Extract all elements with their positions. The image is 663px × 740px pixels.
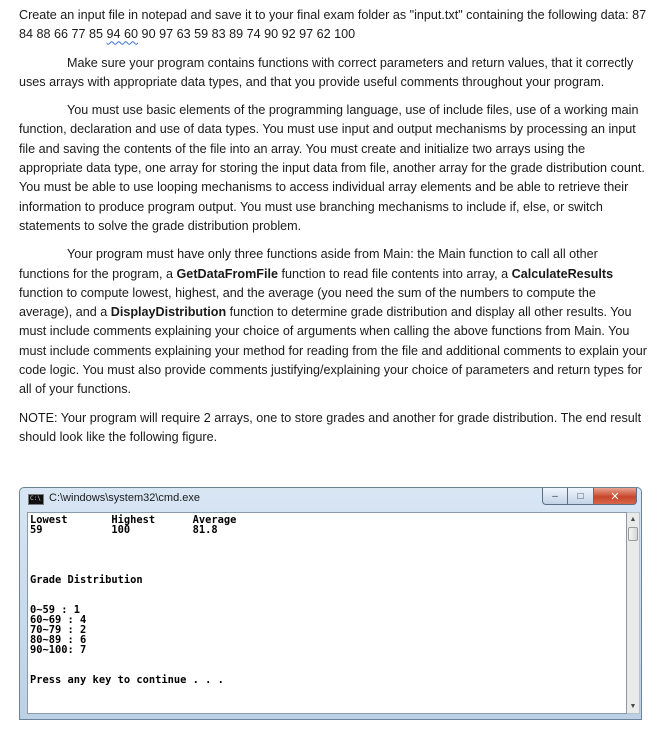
console-values-row: 59 100 81.8 [30,524,218,536]
console-dist-row: 70~79 : 2 [30,624,87,636]
vertical-scrollbar[interactable] [627,512,640,714]
paragraph-note: NOTE: Your program will require 2 arrays, one to store grades and another for grade distribution. The end result should look like the following figure. [19,410,642,444]
p1-text-tail: 90 97 63 59 83 89 74 90 92 97 62 100 [138,27,356,42]
document-body [19,6,647,447]
scroll-up-icon[interactable]: ▲ [629,516,637,523]
paragraph-three-functions [19,245,647,399]
window-controls [542,488,637,506]
p4-text-d: function to determine grade distribution and display all other results. You must include comments explaining your choice of arguments when calling the above functions from Main. You must include comments explaining your method for reading from the file and additional comments to explain your code logic. You must also provide comments justifying/explaining your choice of parameters and return types for all of your functions. [19,305,647,397]
minimize-button[interactable]: – [542,488,568,505]
window-title: C:\windows\system32\cmd.exe [49,492,200,504]
p4-text-c: function to compute lowest, highest, and the average (you need the sum of the numbers to compute the average), and a [19,285,596,320]
function-name-calculateresults: CalculateResults [511,266,614,281]
console-dist-row: 0~59 : 1 [30,604,81,616]
function-name-getdatafromfile: GetDataFromFile [176,266,278,281]
close-button[interactable]: ✕ [594,488,637,505]
p1-spellcheck-text: 94 60 [106,27,139,42]
p4-text-b: function to read file contents into array, a [278,266,512,281]
console-text [30,515,236,685]
console-dist-row: 60~69 : 4 [30,614,87,626]
paragraph-basic-elements: You must use basic elements of the programming language, use of include files, use of a working main function, declaration and use of data types. You must use input and output mechanisms by processing an input file and saving the contents of the file into an array. You must create and initialize two arrays using the appropriate data type, one array for storing the input data from file, another array for the grade distribution count. You must be able to use looping mechanisms to access individual array elements and be able to retrieve their information to produce program output. You must use branching mechanisms to include if, else, or switch statements to solve the grade distribution problem. [19,103,645,233]
cmd-icon: C:\ [28,494,44,505]
function-name-displaydistribution: DisplayDistribution [110,305,227,320]
scroll-down-icon[interactable]: ▼ [629,703,637,710]
console-dist-row: 90~100: 7 [30,644,87,656]
paragraph-functions-requirement: Make sure your program contains functions with correct parameters and return values, that it correctly uses arrays with appropriate data types, and that you provide useful comments throughout your program. [19,55,634,89]
paragraph-instructions-input-file [19,6,647,45]
console-dist-title: Grade Distribution [30,574,143,586]
title-bar[interactable] [20,488,641,510]
maximize-button[interactable]: □ [568,488,594,505]
p1-text: Create an input file in notepad and save it to your final exam folder as "input.txt" containing the following data: 87 84 88 66 77 85 [19,8,647,42]
scroll-thumb[interactable] [628,527,638,541]
console-prompt: Press any key to continue . . . [30,674,224,686]
console-header-row: Lowest Highest Average [30,514,237,526]
cmd-window [19,487,642,720]
console-output[interactable] [27,512,627,714]
p4-text-a: Your program must have only three functions aside from Main: the Main function to call all other functions for the program, a [19,247,598,281]
console-dist-row: 80~89 : 6 [30,634,87,646]
